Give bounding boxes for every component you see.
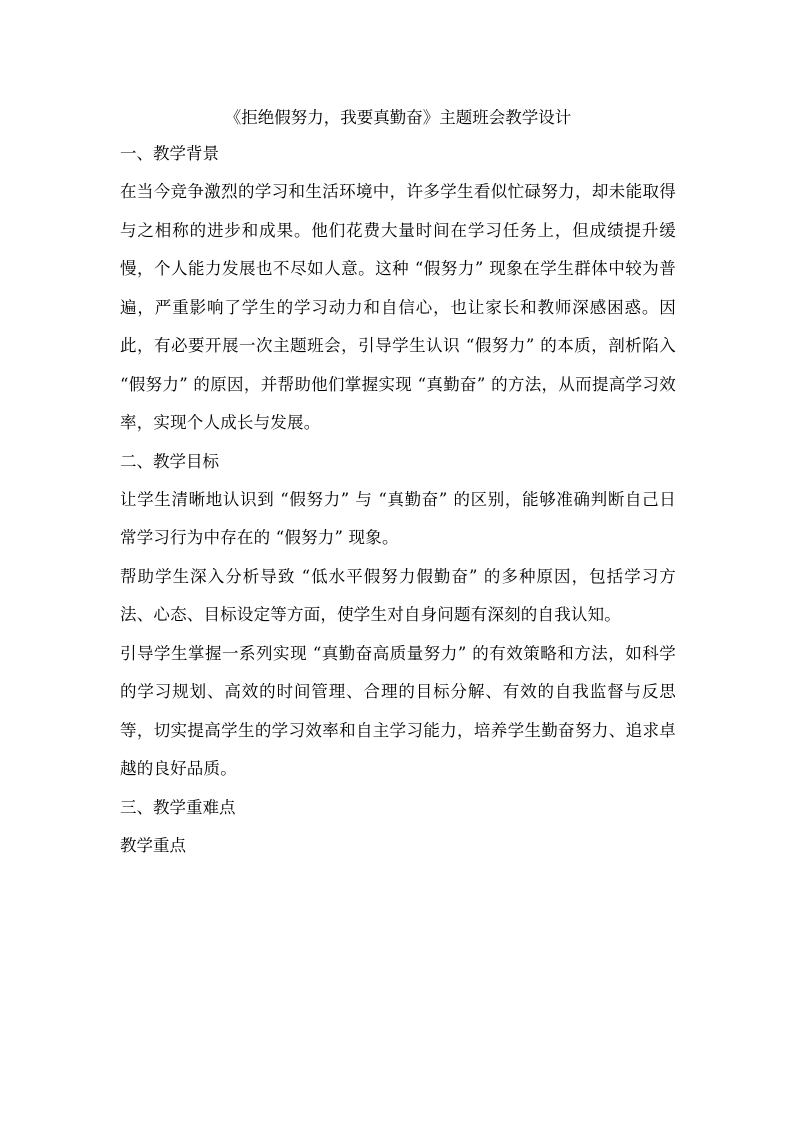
- section-key-points: [120, 789, 676, 865]
- section-heading: 一、教学背景: [120, 144, 219, 163]
- document-title: 《拒绝假努力，我要真勤奋》主题班会教学设计: [224, 108, 572, 127]
- paragraph: 让学生清晰地认识到 “假努力” 与 “真勤奋” 的区别，能够准确判断自己日常学习行为中存在的 “假努力” 现象。: [120, 489, 676, 547]
- section-heading: 三、教学重难点: [120, 797, 236, 817]
- section-subheading: 教学重点: [120, 835, 186, 855]
- paragraph: 引导学生掌握一系列实现 “真勤奋高质量努力” 的有效策略和方法，如科学的学习规划、高效的时间管理、合理的目标分解、有效的自我监督与反思等，切实提高学生的学习效率和自主学习能力，培养学生勤奋努力、追求卓越的良好品质。: [120, 643, 676, 778]
- paragraph: 帮助学生深入分析导致 “低水平假努力假勤奋” 的多种原因，包括学习方法、心态、目标设定等方面，使学生对自身问题有深刻的自我认知。: [120, 566, 676, 624]
- section-heading: 二、教学目标: [120, 451, 219, 471]
- document-body: [120, 100, 676, 865]
- paragraph: 在当今竞争激烈的学习和生活环境中，许多学生看似忙碌努力，却未能取得与之相称的进步和成果。他们花费大量时间在学习任务上，但成绩提升缓慢，个人能力发展也不尽如人意。这种 “假努力” 现象在学生群体中较为普遍，严重影响了学生的学习动力和自信心，也让家长和教师深感困惑。因此，有必要开展一次主题班会，引导学生认识 “假努力” 的本质，剖析陷入 “假努力” 的原因，并帮助他们掌握实现 “真勤奋” 的方法，从而提高学习效率，实现个人成长与发展。: [120, 182, 676, 432]
- section-background: [120, 135, 676, 443]
- section-objectives: [120, 443, 676, 789]
